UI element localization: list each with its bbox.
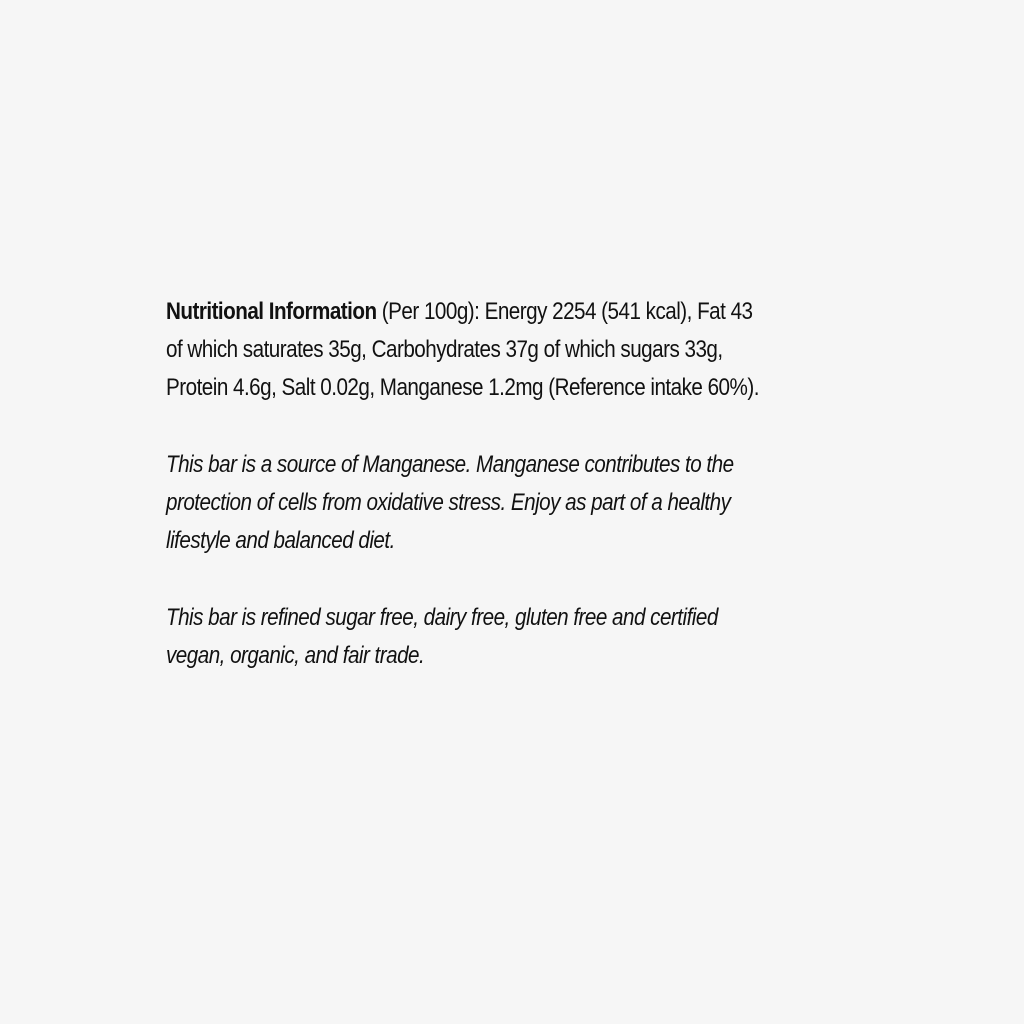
free-from-note: This bar is refined sugar free, dairy free, gluten free and certified vegan, organic, and fair trade. bbox=[166, 604, 718, 669]
nutrition-heading: Nutritional Information bbox=[166, 298, 377, 325]
manganese-note: This bar is a source of Manganese. Manganese contributes to the protection of cells from oxidative stress. Enjoy as part of a healthy lifestyle and balanced diet. bbox=[166, 451, 734, 554]
product-info-text bbox=[166, 293, 768, 675]
nutrition-paragraph bbox=[166, 293, 768, 407]
nutrition-values: (Per 100g): Energy 2254 (541 kcal), Fat 43 of which saturates 35g, Carbohydrates 37g of which sugars 33g, Protein 4.6g, Salt 0.02g, Manganese 1.2mg (Reference intake 60%). bbox=[166, 298, 759, 401]
